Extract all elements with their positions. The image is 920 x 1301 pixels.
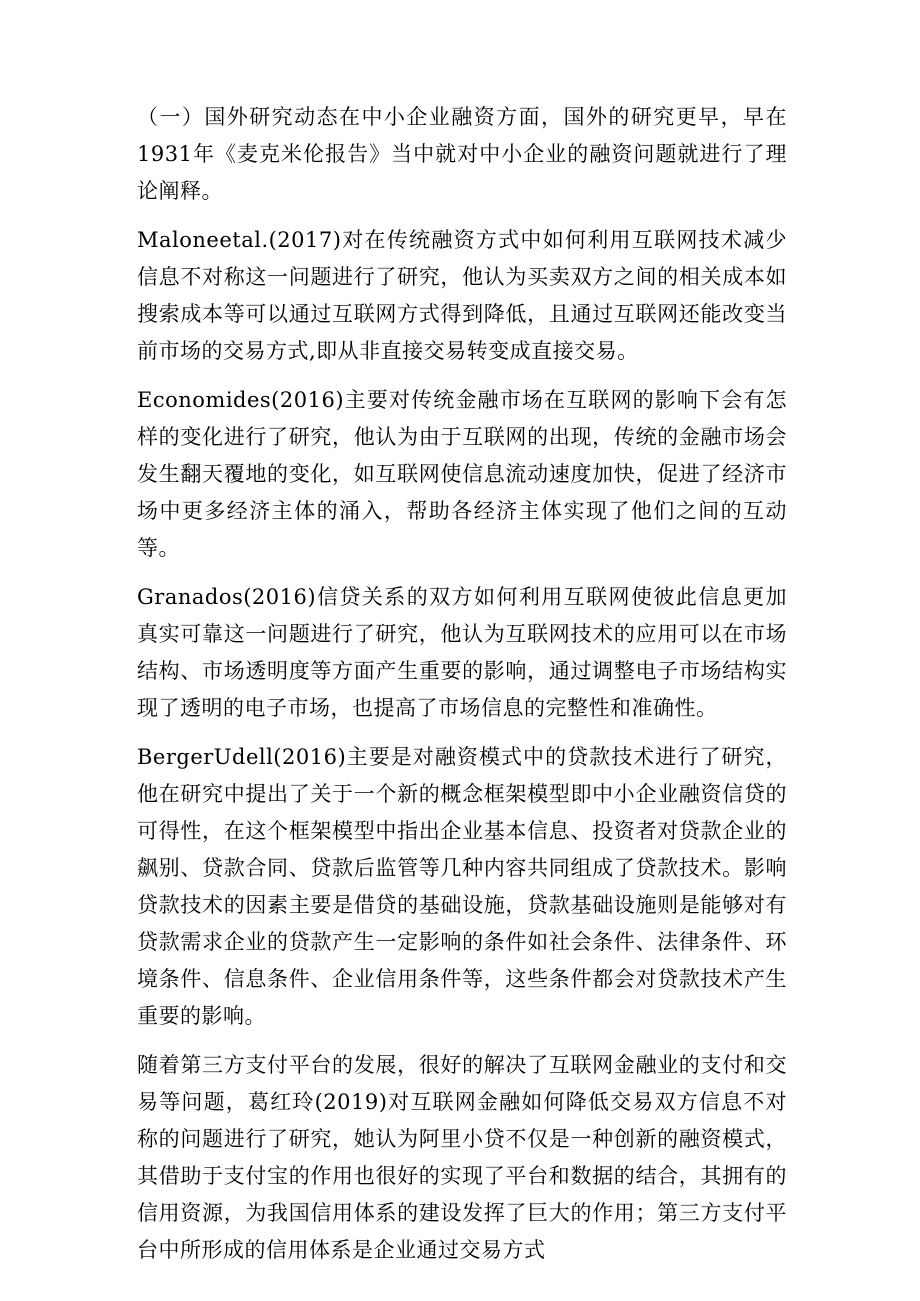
paragraph-berger-udell: BergerUdell(2016)主要是对融资模式中的贷款技术进行了研究，他在研究中提出了关于一个新的概念框架模型即中小企业融资信贷的可得性，在这个框架模型中指出企业基本信息、投资者对贷款企业的飙别、贷款合同、贷款后监管等几种内容共同组成了贷款技术。影响贷款技术的因素主要是借贷的基础设施，贷款基础设施则是能够对有贷款需求企业的贷款产生一定影响的条件如社会条件、法律条件、环境条件、信息条件、企业信用条件等，这些条件都会对贷款技术产生重要的影响。 [137,745,787,1028]
paragraph-granados: Granados(2016)信贷关系的双方如何利用互联网使彼此信息更加真实可靠这一问题进行了研究，他认为互联网技术的应用可以在市场结构、市场透明度等方面产生重要的影响，通过调整电子市场结构实现了透明的电子市场，也提高了市场信息的完整性和准确性。 [137,585,787,720]
paragraph-malone: Maloneetal.(2017)对在传统融资方式中如何利用互联网技术减少信息不对称这一问题进行了研究，他认为买卖双方之间的相关成本如搜索成本等可以通过互联网方式得到降低，且通过互联网还能改变当前市场的交易方式,即从非直接交易转变成直接交易。 [137,228,787,363]
paragraph-third-party-payment: 随着第三方支付平台的发展，很好的解决了互联网金融业的支付和交易等问题，葛红玲(2019)对互联网金融如何降低交易双方信息不对称的问题进行了研究，她认为阿里小贷不仅是一种创新的融资模式，其借助于支付宝的作用也很好的实现了平台和数据的结合，其拥有的信用资源，为我国信用体系的建设发挥了巨大的作用；第三方支付平台中所形成的信用体系是企业通过交易方式 [137,1053,787,1262]
paragraph-economides: Economides(2016)主要对传统金融市场在互联网的影响下会有怎样的变化进行了研究，他认为由于互联网的出现，传统的金融市场会发生翻天覆地的变化，如互联网使信息流动速度加快，促进了经济市场中更多经济主体的涌入，帮助各经济主体实现了他们之间的互动等。 [137,388,787,560]
paragraph-foreign-research-intro: （一）国外研究动态在中小企业融资方面，国外的研究更早，早在1931年《麦克米伦报告》当中就对中小企业的融资问题就进行了理论阐释。 [137,105,787,203]
document-body [137,99,787,1269]
